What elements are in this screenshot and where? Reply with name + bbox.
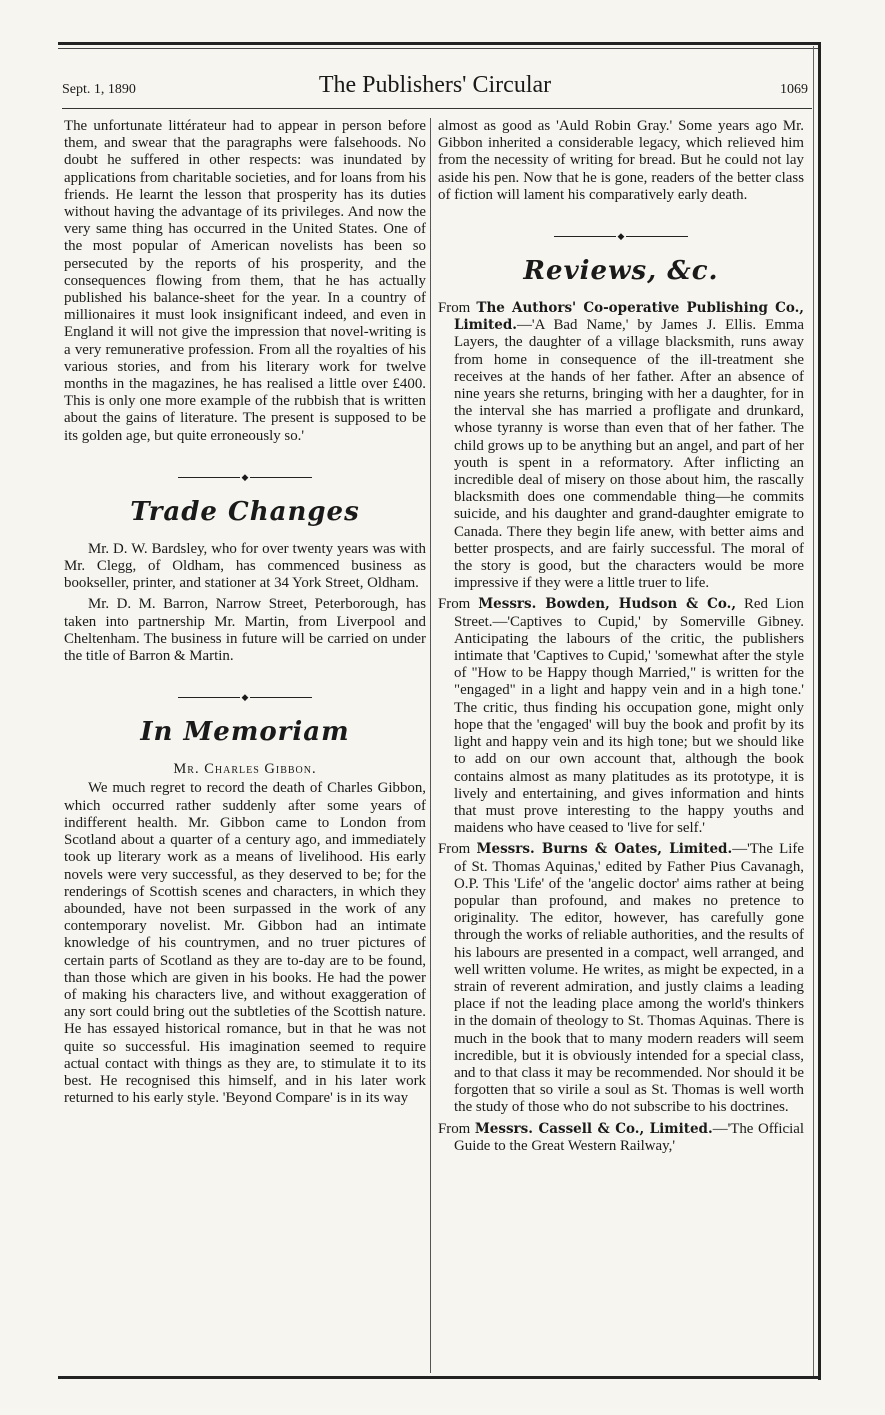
bottom-rule [58, 1376, 821, 1379]
review-publisher: Messrs. Bowden, Hudson & Co., [478, 596, 737, 613]
trade-changes-paragraph: Mr. D. W. Bardsley, who for over twenty years was with Mr. Clegg, of Oldham, has commenced business as bookseller, printer, and stationer at 34 York Street, Oldham. [64, 540, 426, 592]
section-ornament: ◆ [64, 469, 426, 477]
top-rule [58, 42, 821, 45]
header-title: The Publishers' Circular [318, 72, 552, 98]
section-ornament: ◆ [64, 689, 426, 697]
review-text: Red Lion Street.—'Captives to Cupid,' by Somerville Gibney. Anticipating the labours of the critic, the publishers intimate that 'Captives to Cupid,' 'somewhat after the style of "How to be Happy though Married," is written for the "engaged" in a light and happy vein and in a high tone.' The critic, thus finding his occupation gone, might only hope that the 'engaged' will buy the book and profit by its light and happy vein and its high tone; but we should like to add on our own account that, although the book contains almost as many platitudes as its prototype, it is lively and entertaining, and gives information and hints that must prove interesting to the happy youths and maidens who have ceased to 'live for self.' [454, 596, 804, 837]
trade-changes-title: Trade Changes [130, 496, 360, 527]
page-header [62, 72, 808, 102]
memoriam-title: In Memoriam [140, 717, 350, 748]
intro-paragraph: The unfortunate littérateur had to appear in person before them, and swear that the paragraphs were falsehoods. No doubt he suffered in other respects: was inundated by applications from charitable societies, and for loans from his friends. He learnt the lesson that prosperity has its duties without having the advantage of its privileges. And now the very same thing has occurred in the United States. One of the most popular of American novelists has been so persecuted by the reports of his prosperity, and the consequences flowing from them, that he has actually published his balance-sheet for the year. In a country of millionaires it must look insignificant indeed, and even in England it will not give the impression that novel-writing is a very remunerative profession. From all the royalties of his various stories, and from his literary work for twelve months in the magazines, he has realised a little over £400. This is only one more example of the rubbish that is written about the gains of literature. The present is supposed to be its golden age, but quite erroneously so.' [64, 118, 426, 444]
header-rule [62, 108, 812, 109]
continuation-paragraph: almost as good as 'Auld Robin Gray.' Some years ago Mr. Gibbon inherited a considerable legacy, which relieved him from the necessity of writing for bread. But he could not lay aside his pen. Now that he is gone, readers of the better class of fiction will lament his comparatively early death. [438, 118, 804, 203]
right-border-thin [813, 46, 814, 1376]
review-entry [438, 596, 804, 837]
review-publisher: The Authors' Co-operative Publishing Co., Limited. [454, 300, 804, 334]
left-column [64, 118, 426, 1107]
review-lead: From [438, 841, 477, 858]
header-date: Sept. 1, 1890 [62, 82, 136, 97]
review-entry [438, 1121, 804, 1155]
column-divider [430, 118, 431, 1373]
top-rule-thin [58, 48, 821, 49]
review-text: —'A Bad Name,' by James J. Ellis. Emma Layers, the daughter of a village blacksmith, runs away from home in consequence of the ill-treatment she receives at the hands of her father. After an absence of nine years she returns, bringing with her a daughter, for in the interval she has married a profligate and drunkard, whose tyranny is worse than even that of her father. The child grows up to be anything but an angel, and part of her youth is spent in a reformatory. After inflicting an incredible deal of misery on those about him, the rascally blacksmith does one commendable thing—he commits suicide, and his daughter and grand-daughter emigrate to Canada. There they begin life anew, with better aims and better prospects, and are fairly successful. The moral of the story is good, but the characters would be more impressive if they were a little truer to life. [454, 317, 804, 592]
right-column [438, 118, 804, 1155]
memoriam-subhead: Mr. Charles Gibbon. [173, 761, 317, 778]
review-entry [438, 841, 804, 1116]
memoriam-paragraph: We much regret to record the death of Charles Gibbon, which occurred rather suddenly after some years of indifferent health. Mr. Gibbon came to London from Scotland about a quarter of a century ago, and immediately took up literary work as a means of livelihood. His early novels were very successful, as they deserved to be; for the renderings of Scottish scenes and characters, in which they abounded, have not been surpassed in the work of any contemporary novelist. Mr. Gibbon had an intimate knowledge of his countrymen, and no truer pictures of certain parts of Scotland as they are to-day are to be found, than those which are given in his books. He had the power of making his characters live, and without exaggeration of any sort could bring out the subtleties of the Scottish nature. He has essayed historical romance, but in that he was not quite so successful. His imagination seemed to require actual contact with things as they are, to stimulate it to its best. He recognised this himself, and in his later work returned to his early style. 'Beyond Compare' is in its way [64, 780, 426, 1107]
right-border [818, 42, 821, 1380]
review-publisher: Messrs. Cassell & Co., Limited. [474, 1120, 713, 1137]
trade-changes-paragraph: Mr. D. M. Barron, Narrow Street, Peterborough, has taken into partnership Mr. Martin, from Liverpool and Cheltenham. The business in future will be carried on under the title of Barron & Martin. [64, 596, 426, 665]
review-lead: From [438, 596, 479, 613]
reviews-title: Reviews, &c. [523, 256, 719, 287]
review-text: —'The Life of St. Thomas Aquinas,' edited by Father Pius Cavanagh, O.P. This 'Life' of the 'angelic doctor' aims rather at being popular than profound, and makes no pretence to originality. The editor, however, has carefully gone through the works of reliable authorities, and the results of his labours are presented in a compact, well arranged, and well written volume. He writes, as might be expected, in a strain of reverent admiration, and justly claims a leading place if not the leading place among the world's thinkers in the domain of theology to St. Thomas Aquinas. There is much in the book that to many modern readers will seem incredible, but it is obviously intended for a special class, and to that class it may be recommended. Nor should it be forgotten that so virile a soul as St. Thomas is well worth the study of those who do not subscribe to his doctrines. [454, 841, 804, 1116]
review-publisher: Messrs. Burns & Oates, Limited. [476, 841, 733, 858]
review-text: —'The Official Guide to the Great Western Railway,' [454, 1120, 804, 1154]
header-page-number: 1069 [780, 82, 808, 97]
review-lead: From [438, 1120, 475, 1137]
review-lead: From [438, 300, 477, 317]
section-ornament: ◆ [438, 228, 804, 236]
review-entry [438, 300, 804, 592]
